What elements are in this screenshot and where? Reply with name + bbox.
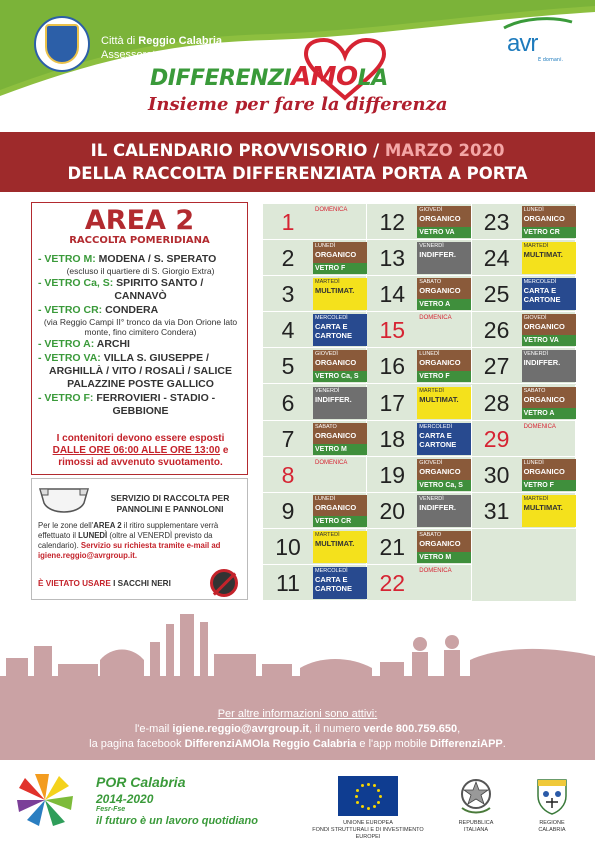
- route-code: - VETRO M:: [38, 253, 96, 265]
- weekday-name: MERCOLEDÌ: [523, 279, 557, 286]
- day-number: 15: [379, 317, 406, 344]
- day-number: 14: [379, 281, 406, 308]
- avr-logo-sub: E domani.: [538, 57, 564, 63]
- eu-label: UNIONE EUROPEA FONDI STRUTTURALI E DI INVESTIMENTO EUROPEI: [312, 820, 424, 840]
- no-black-bags-icon: [210, 569, 238, 597]
- day-number: 25: [483, 281, 510, 308]
- waste-type: MULTIMAT.: [315, 538, 355, 548]
- day-number: 17: [379, 389, 406, 416]
- day-number: 27: [483, 353, 510, 380]
- day-number: 22: [379, 570, 406, 596]
- sunday-label: [522, 423, 576, 455]
- collection-tag: [417, 278, 471, 310]
- collection-tag: [417, 206, 471, 238]
- collection-tag: [313, 567, 367, 599]
- weekday-name: DOMENICA: [419, 315, 452, 322]
- weekday-name: MARTEDÌ: [419, 387, 444, 394]
- waste-type: CARTA E CARTONE: [419, 430, 457, 449]
- info-contacts-line: l'e-mail igiene.reggio@avrgroup.it, il numero verde 800.759.650,: [134, 723, 461, 735]
- collection-tag: [417, 423, 471, 455]
- waste-type: MULTIMAT.: [523, 502, 563, 512]
- day-number: 9: [281, 497, 295, 524]
- waste-type: ORGANICO: [419, 358, 461, 368]
- route-zone: SPIRITO SANTO /: [113, 277, 204, 289]
- glass-route-band: VETRO F: [522, 480, 576, 491]
- glass-route-band: VETRO A: [522, 408, 576, 419]
- brand-logo: DIFFERENZIAMOLA: [150, 62, 388, 92]
- waste-type: ORGANICO: [419, 214, 461, 223]
- day-number: 11: [276, 570, 300, 596]
- calendar-day-cell: [367, 312, 471, 348]
- route-zone: VILLA S. GIUSEPPE /: [100, 352, 209, 364]
- area-title: AREA 2: [84, 205, 195, 236]
- waste-type: ORGANICO: [315, 502, 357, 512]
- eu-star-icon: [373, 805, 376, 808]
- day-number: 7: [281, 425, 295, 452]
- calendar-column: [367, 204, 471, 601]
- collection-tag: [417, 242, 471, 274]
- collection-tag: [522, 459, 576, 491]
- eu-star-icon: [367, 783, 370, 786]
- route-code: - VETRO CR:: [38, 304, 103, 316]
- waste-type: CARTA E CARTONE: [315, 322, 352, 341]
- eu-star-icon: [377, 789, 380, 792]
- eu-star-icon: [355, 795, 358, 798]
- route-item: [38, 304, 243, 337]
- glass-route-band: VETRO CR: [522, 227, 576, 238]
- route-list: [38, 253, 243, 419]
- weekday-name: SABATO: [419, 279, 442, 286]
- waste-type: MULTIMAT.: [523, 250, 563, 260]
- day-number: 29: [483, 425, 510, 452]
- waste-type: ORGANICO: [419, 286, 461, 296]
- waste-type: ORGANICO: [419, 466, 461, 476]
- weekday-name: MARTEDÌ: [315, 531, 340, 538]
- collection-tag: [522, 495, 576, 527]
- weekday-name: SABATO: [523, 387, 546, 394]
- collection-tag: [417, 495, 471, 527]
- collection-tag: [417, 459, 471, 491]
- calendar-day-cell: [263, 312, 367, 348]
- mobile-app-name: DifferenziAPP: [430, 738, 503, 750]
- route-code: - VETRO VA:: [38, 352, 101, 364]
- weekday-name: SABATO: [419, 531, 442, 538]
- calendar-column: [263, 204, 367, 601]
- waste-type: ORGANICO: [315, 430, 357, 440]
- weekday-name: LUNEDÌ: [315, 495, 336, 502]
- collection-tag: [522, 314, 576, 346]
- route-item: [38, 277, 243, 303]
- calendar-day-cell: [472, 457, 576, 493]
- waste-type: ORGANICO: [419, 538, 461, 548]
- eu-star-icon: [361, 784, 364, 787]
- diaper-service-box: [31, 478, 248, 600]
- eu-star-icon: [377, 801, 380, 804]
- waste-type: INDIFFER.: [523, 358, 561, 368]
- day-number: 3: [281, 281, 295, 308]
- waste-type: INDIFFER.: [419, 502, 456, 512]
- calendar-day-cell: [472, 312, 576, 348]
- waste-type: ORGANICO: [315, 250, 357, 260]
- weekday-name: GIOVEDÌ: [315, 351, 338, 358]
- waste-type: ORGANICO: [315, 358, 357, 368]
- day-number: 24: [483, 245, 510, 272]
- collection-tag: [313, 387, 367, 419]
- calendar-day-cell: [367, 276, 471, 312]
- collection-tag: [417, 531, 471, 563]
- route-item: [38, 338, 243, 351]
- weekday-name: DOMENICA: [523, 423, 556, 430]
- glass-route-band: VETRO Ca, S: [417, 480, 471, 491]
- collection-tag: [313, 278, 367, 310]
- route-code: - VETRO F:: [38, 392, 94, 404]
- calabria-region-emblem: [532, 774, 572, 816]
- glass-route-band: VETRO VA: [417, 227, 471, 238]
- diaper-icon: [38, 485, 90, 517]
- collection-tag: [313, 531, 367, 563]
- calendar-day-cell: [263, 529, 367, 565]
- weekday-name: VENERDÌ: [419, 243, 444, 250]
- route-note: (escluso il quartiere di S. Giorgio Extra): [66, 266, 215, 276]
- weekday-name: DOMENICA: [315, 459, 348, 466]
- calendar-day-cell: [367, 240, 471, 276]
- sunday-label: [313, 206, 367, 238]
- calendar-day-cell: [263, 565, 367, 601]
- contact-email-link[interactable]: igiene.reggio@avrgroup.it: [172, 723, 310, 735]
- day-number: 26: [483, 317, 510, 344]
- collection-calendar: [263, 204, 576, 601]
- route-zone: FERROVIERI - STADIO -: [93, 392, 216, 404]
- route-zone-continued: ARGHILLÀ / VITO / ROSALÌ / SALICE: [49, 365, 232, 377]
- calendar-day-cell: [367, 529, 471, 565]
- waste-type: INDIFFER.: [419, 250, 456, 260]
- eu-star-icon: [379, 795, 382, 798]
- route-zone-continued: GEBBIONE: [112, 405, 169, 417]
- calendar-day-cell: [367, 493, 471, 529]
- waste-type: CARTA E CARTONE: [523, 286, 561, 305]
- eu-star-icon: [356, 789, 359, 792]
- route-item: [38, 352, 243, 391]
- black-bags-ban: È VIETATO USARE I SACCHI NERI: [38, 579, 171, 588]
- eu-star-icon: [373, 784, 376, 787]
- route-zone: ARCHI: [94, 338, 130, 350]
- weekday-name: MARTEDÌ: [315, 279, 340, 286]
- weekday-name: GIOVEDÌ: [419, 207, 443, 213]
- weekday-name: MERCOLEDÌ: [315, 568, 348, 574]
- route-zone: MODENA / S. SPERATO: [95, 253, 217, 265]
- weekday-name: SABATO: [315, 423, 337, 430]
- calendar-day-cell: [472, 348, 576, 384]
- calendar-day-cell: [472, 276, 576, 312]
- weekday-name: GIOVEDÌ: [523, 315, 547, 322]
- weekday-name: VENERDÌ: [315, 387, 340, 394]
- por-calabria-logo: [10, 770, 80, 830]
- collection-tag: [522, 242, 576, 274]
- waste-type: MULTIMAT.: [315, 286, 355, 296]
- diaper-service-text: Per le zone dell'AREA 2 il ritiro supplementare verrà effettuato il LUNEDÌ (oltre al VENERDÌ previsto da calendario). Servizio su richiesta tramite e-mail ad igiene.reggio@avrgroup.it.: [38, 521, 221, 560]
- glass-route-band: VETRO M: [417, 552, 471, 563]
- city-label: Città di Reggio Calabria Assessorato all'Ambiente: [101, 35, 225, 61]
- sunday-label: [417, 567, 471, 599]
- glass-route-band: VETRO F: [417, 371, 471, 382]
- route-code: - VETRO Ca, S:: [38, 277, 114, 289]
- title-band: [0, 132, 595, 192]
- day-number: 8: [281, 461, 295, 488]
- waste-type: ORGANICO: [523, 466, 565, 476]
- day-number: 1: [281, 209, 295, 235]
- day-number: 18: [379, 425, 406, 452]
- route-zone: CONDERA: [102, 304, 159, 316]
- calendar-day-cell: [367, 385, 471, 421]
- calendar-day-cell: [472, 385, 576, 421]
- info-title: Per altre informazioni sono attivi:: [217, 708, 378, 720]
- day-number: 28: [483, 389, 510, 416]
- waste-type: INDIFFER.: [315, 394, 352, 404]
- area-subtitle: RACCOLTA POMERIDIANA: [69, 235, 210, 246]
- calendar-day-cell: [367, 565, 471, 601]
- italian-republic-label: REPUBBLICA ITALIANA: [458, 820, 494, 833]
- tagline: Insieme per fare la differenza: [148, 94, 448, 115]
- eu-flag-logo: [338, 776, 398, 816]
- weekday-name: MARTEDÌ: [523, 495, 549, 502]
- collection-tag: [313, 242, 367, 274]
- header: [0, 0, 595, 132]
- calendar-day-cell: [263, 457, 367, 493]
- facebook-page-link[interactable]: DifferenziAMOla Reggio Calabria: [184, 738, 357, 750]
- exposure-warning: I contenitori devono essere esposti DALLE ORE 06:00 ALLE ORE 13:00 e rimossi ad avvenuto svuotamento.: [52, 433, 229, 468]
- calendar-day-cell: [472, 204, 576, 240]
- calendar-day-cell: [472, 421, 576, 457]
- waste-type: MULTIMAT.: [419, 394, 459, 404]
- glass-route-band: VETRO F: [313, 263, 367, 274]
- glass-route-band: VETRO CR: [313, 516, 367, 527]
- weekday-name: MARTEDÌ: [523, 243, 549, 250]
- collection-tag: [417, 387, 471, 419]
- title-line-1: IL CALENDARIO PROVVISORIO / MARZO 2020: [90, 141, 505, 160]
- calendar-day-cell: [263, 421, 367, 457]
- glass-route-band: VETRO VA: [522, 335, 576, 346]
- title-line-2: DELLA RACCOLTA DIFFERENZIATA PORTA A PORTA: [67, 164, 528, 183]
- weekday-name: GIOVEDÌ: [419, 459, 443, 466]
- collection-tag: [313, 314, 367, 346]
- day-number: 6: [281, 389, 295, 416]
- day-number: 5: [281, 353, 295, 380]
- day-number: 31: [483, 497, 510, 524]
- calendar-day-cell: [263, 493, 367, 529]
- day-number: 2: [281, 245, 295, 272]
- por-title: POR Calabria: [96, 774, 186, 790]
- weekday-name: LUNEDÌ: [315, 243, 336, 250]
- day-number: 23: [483, 209, 510, 235]
- calendar-column: [472, 204, 576, 601]
- por-fund: Fesr-Fse: [96, 806, 126, 813]
- weekday-name: MERCOLEDÌ: [419, 423, 452, 430]
- glass-route-band: VETRO M: [313, 444, 367, 455]
- day-number: 12: [379, 209, 406, 235]
- collection-tag: [522, 350, 576, 382]
- collection-tag: [313, 495, 367, 527]
- contact-phone[interactable]: verde 800.759.650: [363, 723, 458, 735]
- day-number: 13: [379, 245, 406, 272]
- collection-tag: [313, 423, 367, 455]
- avr-swoosh-icon: [502, 16, 574, 30]
- route-item: [38, 392, 243, 418]
- waste-type: ORGANICO: [523, 214, 565, 223]
- calendar-day-cell: [367, 457, 471, 493]
- eu-star-icon: [367, 807, 370, 810]
- day-number: 4: [281, 317, 295, 344]
- day-number: 20: [379, 497, 406, 524]
- weekday-name: VENERDÌ: [419, 495, 444, 502]
- weekday-name: DOMENICA: [315, 207, 348, 213]
- collection-tag: [522, 278, 576, 310]
- collection-tag: [522, 206, 576, 238]
- weekday-name: MERCOLEDÌ: [315, 315, 348, 322]
- city-crest-logo: [34, 16, 90, 72]
- weekday-name: LUNEDÌ: [523, 459, 544, 466]
- sunday-label: [313, 459, 367, 491]
- calendar-day-cell: [263, 348, 367, 384]
- avr-logo-text: avr: [507, 30, 538, 57]
- collection-tag: [313, 350, 367, 382]
- diaper-service-title: SERVIZIO DI RACCOLTA PER PANNOLINI E PANNOLONI: [110, 493, 230, 514]
- calendar-day-cell: [367, 421, 471, 457]
- weekday-name: DOMENICA: [419, 568, 452, 574]
- route-zone-continued: CANNAVÒ: [114, 290, 167, 302]
- weekday-name: LUNEDÌ: [419, 351, 440, 358]
- calendar-day-cell: [367, 348, 471, 384]
- waste-type: CARTA E CARTONE: [315, 575, 352, 593]
- calendar-day-cell: [472, 240, 576, 276]
- glass-route-band: VETRO A: [417, 299, 471, 310]
- day-number: 19: [379, 461, 406, 488]
- city-skyline-illustration: [0, 606, 595, 706]
- route-zone-continued: PALAZZINE POSTE GALLICO: [67, 378, 214, 390]
- calendar-day-cell: [263, 204, 367, 240]
- sunday-label: [417, 314, 471, 346]
- day-number: 10: [275, 533, 301, 560]
- day-number: 16: [379, 353, 406, 380]
- eu-star-icon: [361, 805, 364, 808]
- eu-star-icon: [356, 801, 359, 804]
- por-years: 2014-2020: [96, 792, 154, 806]
- waste-type: ORGANICO: [523, 322, 565, 332]
- weekday-name: LUNEDÌ: [523, 207, 544, 213]
- waste-type: ORGANICO: [523, 394, 565, 404]
- info-social-line: la pagina facebook DifferenziAMOla Reggio Calabria e l'app mobile DifferenziAPP.: [89, 738, 506, 750]
- collection-tag: [522, 387, 576, 419]
- route-note: (via Reggio Campi II° tronco da via Don Orione lato monte, fino cimitero Condera): [43, 317, 238, 337]
- day-number: 30: [483, 461, 510, 488]
- calendar-day-cell: [263, 385, 367, 421]
- collection-tag: [417, 350, 471, 382]
- weekday-name: VENERDÌ: [523, 351, 549, 358]
- por-motto: il futuro è un lavoro quotidiano: [96, 815, 258, 827]
- calendar-day-cell: [263, 240, 367, 276]
- calendar-day-cell: [367, 204, 471, 240]
- glass-route-band: VETRO Ca, S: [313, 371, 367, 382]
- area-info-box: [31, 202, 248, 475]
- route-code: - VETRO A:: [38, 338, 95, 350]
- day-number: 21: [379, 533, 406, 560]
- calendar-day-cell: [263, 276, 367, 312]
- calendar-day-cell: [472, 493, 576, 529]
- route-item: [38, 253, 243, 276]
- italian-republic-emblem: [456, 774, 496, 816]
- calabria-region-label: REGIONE CALABRIA: [538, 820, 566, 833]
